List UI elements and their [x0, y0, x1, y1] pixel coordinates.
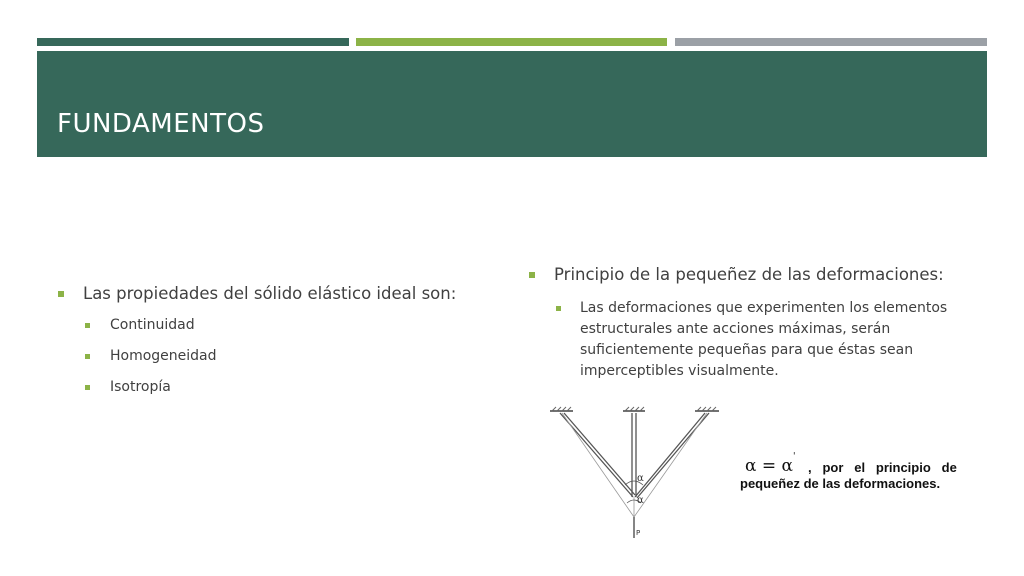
title-banner: [37, 51, 987, 157]
bullet-icon: [85, 323, 90, 328]
property-continuidad: Continuidad: [110, 317, 195, 333]
bullet-icon: [58, 291, 64, 297]
alpha-equality-formula: [745, 452, 796, 476]
bullet-icon: [85, 354, 90, 359]
load-label: P: [636, 529, 641, 537]
alpha-label-bottom: α: [637, 495, 644, 506]
formula-prime: ': [793, 452, 796, 462]
accent-bar-gray: [675, 38, 987, 46]
truss-deformation-diagram: [545, 405, 725, 540]
bullet-icon: [529, 272, 535, 278]
bullet-icon: [556, 306, 561, 311]
formula-text: α = α: [745, 456, 794, 476]
alpha-label-top: α: [637, 473, 644, 484]
bullet-icon: [85, 385, 90, 390]
property-homogeneidad: Homogeneidad: [110, 348, 217, 364]
slide-title: FUNDAMENTOS: [57, 109, 265, 139]
property-isotropia: Isotropía: [110, 379, 171, 395]
caption-line-2: pequeñez de las deformaciones.: [740, 476, 941, 491]
accent-bar-light-green: [356, 38, 667, 46]
accent-bar-dark-green: [37, 38, 349, 46]
right-heading: Principio de la pequeñez de las deformaciones:: [554, 265, 944, 284]
caption-line-1: , por el principio de: [808, 460, 957, 475]
principle-paragraph: Las deformaciones que experimenten los elementos estructurales ante acciones máximas, serán suficientemente pequeñas para que éstas sean imperceptibles visualmente.: [580, 300, 948, 379]
deformed-shape: [562, 413, 707, 517]
left-heading: Las propiedades del sólido elástico ideal son:: [83, 284, 457, 303]
truss-bars: [560, 413, 709, 498]
